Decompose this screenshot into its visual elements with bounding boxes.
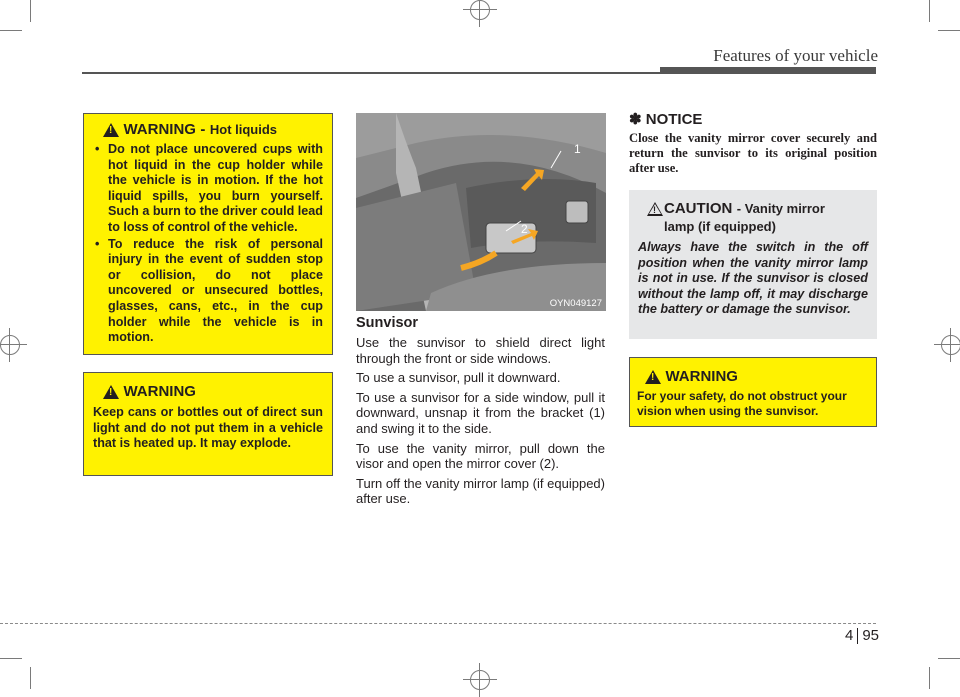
caution-body: Always have the switch in the off position when the vanity mirror lamp is not in use. If the sunvisor is closed without the lamp off, it may discharge the battery or damage the sunvisor. <box>638 240 868 317</box>
notice-title: NOTICE <box>645 111 703 128</box>
warning-vision-box <box>629 357 877 427</box>
paragraph: To use a sunvisor, pull it downward. <box>356 370 561 386</box>
list-item: • To reduce the risk of personal injury in the event of sudden stop or collision, do not place uncovered or unsecured bottles, glasses, cans, etc., in the cup holder while the vehicle is in motion. <box>93 237 323 346</box>
warning-vision-body: For your safety, do not obstruct your vision when using the sunvisor. <box>637 389 847 418</box>
warning-icon <box>103 385 119 399</box>
registration-mark <box>0 335 20 355</box>
crop-mark <box>0 658 22 659</box>
warning-cans-box <box>83 372 333 476</box>
sunvisor-illustration <box>356 113 606 311</box>
notice-body: Close the vanity mirror cover securely and return the sunvisor to its original position after use. <box>629 131 877 175</box>
section-heading: Sunvisor <box>356 315 419 331</box>
warning-cans-body: Keep cans or bottles out of direct sun light and do not put them in a vehicle that is heated up. It may explode. <box>93 405 323 451</box>
page-number: 95 <box>862 627 880 644</box>
crop-mark <box>30 667 31 689</box>
caution-title: CAUTION <box>664 200 733 217</box>
caution-box <box>629 190 877 339</box>
warning-hot-liquids-box <box>83 113 333 355</box>
notice-symbol-icon: ✽ <box>629 111 642 128</box>
warning-hot-liquids-heading <box>103 121 323 139</box>
registration-mark <box>941 335 960 355</box>
paragraph: Turn off the vanity mirror lamp (if equipped) after use. <box>356 475 605 507</box>
caution-subtitle-line2: lamp (if equipped) <box>664 219 776 234</box>
warning-title: WARNING <box>665 368 738 385</box>
crop-mark <box>938 658 960 659</box>
warning-vision-heading <box>645 368 869 386</box>
paragraph: To use a sunvisor for a side window, pull it downward, unsnap it from the bracket (1) and swing it to the side. <box>356 389 605 436</box>
footer-dashed-rule <box>0 623 876 624</box>
footer-page-number <box>845 627 879 649</box>
warning-cans-heading <box>103 383 323 401</box>
page-header-title: Features of your vehicle <box>713 46 878 65</box>
callout-2: 2 <box>521 222 528 236</box>
caution-icon <box>647 202 663 216</box>
figure-code: OYN049127 <box>549 298 602 309</box>
warning-subtitle: Hot liquids <box>209 122 278 137</box>
registration-mark <box>470 670 490 690</box>
sunvisor-figure <box>356 113 606 311</box>
page-divider <box>857 628 858 644</box>
notice-section <box>629 110 877 176</box>
chapter-number: 4 <box>845 627 854 644</box>
warning-icon <box>103 123 119 137</box>
warning-hot-liquids-list <box>93 142 323 346</box>
list-item: • Do not place uncovered cups with hot liquid in the cup holder while the vehicle is in motion. If the hot liquid spills, you burn yourself. Such a burn to the driver could lead to loss of control of the vehicle. <box>93 142 323 236</box>
crop-mark <box>938 30 960 31</box>
caution-heading <box>638 200 868 236</box>
registration-mark <box>470 0 490 20</box>
warning-title: WARNING <box>123 121 196 138</box>
crop-mark <box>929 0 930 22</box>
notice-heading <box>629 110 877 128</box>
paragraph: Use the sunvisor to shield direct light through the front or side windows. <box>356 335 605 366</box>
warning-title: WARNING <box>123 383 196 400</box>
callout-1: 1 <box>574 142 581 156</box>
sunvisor-section <box>356 315 605 511</box>
warning-icon <box>645 370 661 384</box>
paragraph: To use the vanity mirror, pull down the visor and open the mirror cover (2). <box>356 440 605 472</box>
crop-mark <box>929 667 930 689</box>
crop-mark <box>0 30 22 31</box>
caution-subtitle: - Vanity mirror <box>736 201 825 216</box>
title-dash: - <box>200 121 206 138</box>
crop-mark <box>30 0 31 22</box>
header-rule <box>82 72 876 74</box>
